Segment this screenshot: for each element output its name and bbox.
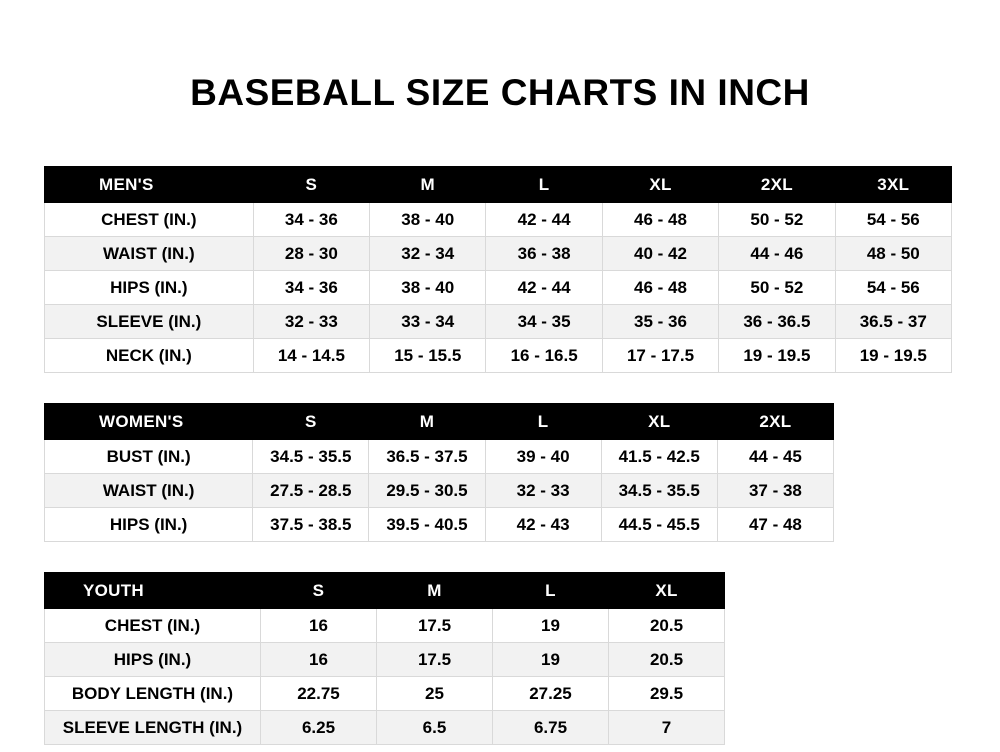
column-header: L bbox=[493, 573, 609, 609]
table-cell: 15 - 15.5 bbox=[370, 339, 486, 373]
row-label: BODY LENGTH (IN.) bbox=[45, 677, 261, 711]
row-label: WAIST (IN.) bbox=[45, 237, 254, 271]
table-cell: 42 - 43 bbox=[485, 508, 601, 542]
column-header: 2XL bbox=[717, 404, 833, 440]
table-cell: 46 - 48 bbox=[602, 271, 718, 305]
table-row bbox=[45, 677, 725, 711]
column-header: S bbox=[253, 167, 369, 203]
column-header: S bbox=[261, 573, 377, 609]
womens-size-table bbox=[44, 403, 834, 542]
table-cell: 41.5 - 42.5 bbox=[601, 440, 717, 474]
column-header: 2XL bbox=[719, 167, 835, 203]
table-cell: 33 - 34 bbox=[370, 305, 486, 339]
table-cell: 34 - 36 bbox=[253, 203, 369, 237]
column-header: M bbox=[369, 404, 485, 440]
table-header-row bbox=[45, 573, 725, 609]
table-cell: 25 bbox=[377, 677, 493, 711]
table-cell: 36.5 - 37.5 bbox=[369, 440, 485, 474]
row-label: BUST (IN.) bbox=[45, 440, 253, 474]
table-cell: 48 - 50 bbox=[835, 237, 951, 271]
table-row bbox=[45, 237, 952, 271]
tables-container bbox=[0, 166, 1000, 745]
table-cell: 34 - 35 bbox=[486, 305, 602, 339]
row-label: CHEST (IN.) bbox=[45, 203, 254, 237]
table-cell: 14 - 14.5 bbox=[253, 339, 369, 373]
table-cell: 17.5 bbox=[377, 609, 493, 643]
table-row bbox=[45, 339, 952, 373]
table-cell: 39 - 40 bbox=[485, 440, 601, 474]
table-cell: 34 - 36 bbox=[253, 271, 369, 305]
table-cell: 6.75 bbox=[493, 711, 609, 745]
table-cell: 44 - 45 bbox=[717, 440, 833, 474]
table-cell: 20.5 bbox=[609, 609, 725, 643]
table-cell: 42 - 44 bbox=[486, 271, 602, 305]
table-cell: 19 bbox=[493, 643, 609, 677]
column-header: WOMEN'S bbox=[45, 404, 253, 440]
table-cell: 19 bbox=[493, 609, 609, 643]
table-cell: 29.5 - 30.5 bbox=[369, 474, 485, 508]
table-cell: 46 - 48 bbox=[602, 203, 718, 237]
row-label: SLEEVE LENGTH (IN.) bbox=[45, 711, 261, 745]
table-spacer bbox=[44, 542, 956, 572]
column-header: MEN'S bbox=[45, 167, 254, 203]
row-label: HIPS (IN.) bbox=[45, 508, 253, 542]
column-header: L bbox=[486, 167, 602, 203]
table-cell: 7 bbox=[609, 711, 725, 745]
column-header: M bbox=[370, 167, 486, 203]
table-row bbox=[45, 271, 952, 305]
row-label: SLEEVE (IN.) bbox=[45, 305, 254, 339]
table-row bbox=[45, 711, 725, 745]
table-cell: 19 - 19.5 bbox=[835, 339, 951, 373]
table-cell: 36 - 36.5 bbox=[719, 305, 835, 339]
table-cell: 16 bbox=[261, 609, 377, 643]
table-cell: 36.5 - 37 bbox=[835, 305, 951, 339]
table-row bbox=[45, 203, 952, 237]
column-header: M bbox=[377, 573, 493, 609]
table-cell: 47 - 48 bbox=[717, 508, 833, 542]
row-label: WAIST (IN.) bbox=[45, 474, 253, 508]
table-cell: 17 - 17.5 bbox=[602, 339, 718, 373]
table-row bbox=[45, 440, 834, 474]
table-cell: 54 - 56 bbox=[835, 203, 951, 237]
table-cell: 37 - 38 bbox=[717, 474, 833, 508]
table-spacer bbox=[44, 373, 956, 403]
column-header: 3XL bbox=[835, 167, 951, 203]
column-header: XL bbox=[602, 167, 718, 203]
table-cell: 42 - 44 bbox=[486, 203, 602, 237]
table-cell: 36 - 38 bbox=[486, 237, 602, 271]
table-cell: 6.5 bbox=[377, 711, 493, 745]
table-cell: 50 - 52 bbox=[719, 203, 835, 237]
table-cell: 35 - 36 bbox=[602, 305, 718, 339]
table-row bbox=[45, 508, 834, 542]
table-cell: 27.5 - 28.5 bbox=[253, 474, 369, 508]
column-header: XL bbox=[601, 404, 717, 440]
row-label: NECK (IN.) bbox=[45, 339, 254, 373]
table-cell: 29.5 bbox=[609, 677, 725, 711]
table-cell: 19 - 19.5 bbox=[719, 339, 835, 373]
table-cell: 16 - 16.5 bbox=[486, 339, 602, 373]
table-cell: 20.5 bbox=[609, 643, 725, 677]
table-cell: 32 - 34 bbox=[370, 237, 486, 271]
youth-size-table bbox=[44, 572, 725, 745]
table-cell: 28 - 30 bbox=[253, 237, 369, 271]
table-cell: 38 - 40 bbox=[370, 203, 486, 237]
table-cell: 32 - 33 bbox=[253, 305, 369, 339]
table-cell: 32 - 33 bbox=[485, 474, 601, 508]
table-cell: 27.25 bbox=[493, 677, 609, 711]
table-cell: 39.5 - 40.5 bbox=[369, 508, 485, 542]
table-cell: 40 - 42 bbox=[602, 237, 718, 271]
table-header-row bbox=[45, 167, 952, 203]
table-row bbox=[45, 474, 834, 508]
table-cell: 44.5 - 45.5 bbox=[601, 508, 717, 542]
table-cell: 6.25 bbox=[261, 711, 377, 745]
table-cell: 54 - 56 bbox=[835, 271, 951, 305]
table-cell: 38 - 40 bbox=[370, 271, 486, 305]
row-label: HIPS (IN.) bbox=[45, 643, 261, 677]
table-cell: 37.5 - 38.5 bbox=[253, 508, 369, 542]
table-cell: 16 bbox=[261, 643, 377, 677]
table-row bbox=[45, 305, 952, 339]
table-row bbox=[45, 643, 725, 677]
table-header-row bbox=[45, 404, 834, 440]
row-label: HIPS (IN.) bbox=[45, 271, 254, 305]
table-cell: 34.5 - 35.5 bbox=[601, 474, 717, 508]
column-header: L bbox=[485, 404, 601, 440]
row-label: CHEST (IN.) bbox=[45, 609, 261, 643]
table-cell: 44 - 46 bbox=[719, 237, 835, 271]
column-header: XL bbox=[609, 573, 725, 609]
column-header: YOUTH bbox=[45, 573, 261, 609]
table-row bbox=[45, 609, 725, 643]
table-cell: 22.75 bbox=[261, 677, 377, 711]
table-cell: 50 - 52 bbox=[719, 271, 835, 305]
table-cell: 17.5 bbox=[377, 643, 493, 677]
column-header: S bbox=[253, 404, 369, 440]
mens-size-table bbox=[44, 166, 952, 373]
page-title: BASEBALL SIZE CHARTS IN INCH bbox=[190, 72, 810, 113]
table-cell: 34.5 - 35.5 bbox=[253, 440, 369, 474]
